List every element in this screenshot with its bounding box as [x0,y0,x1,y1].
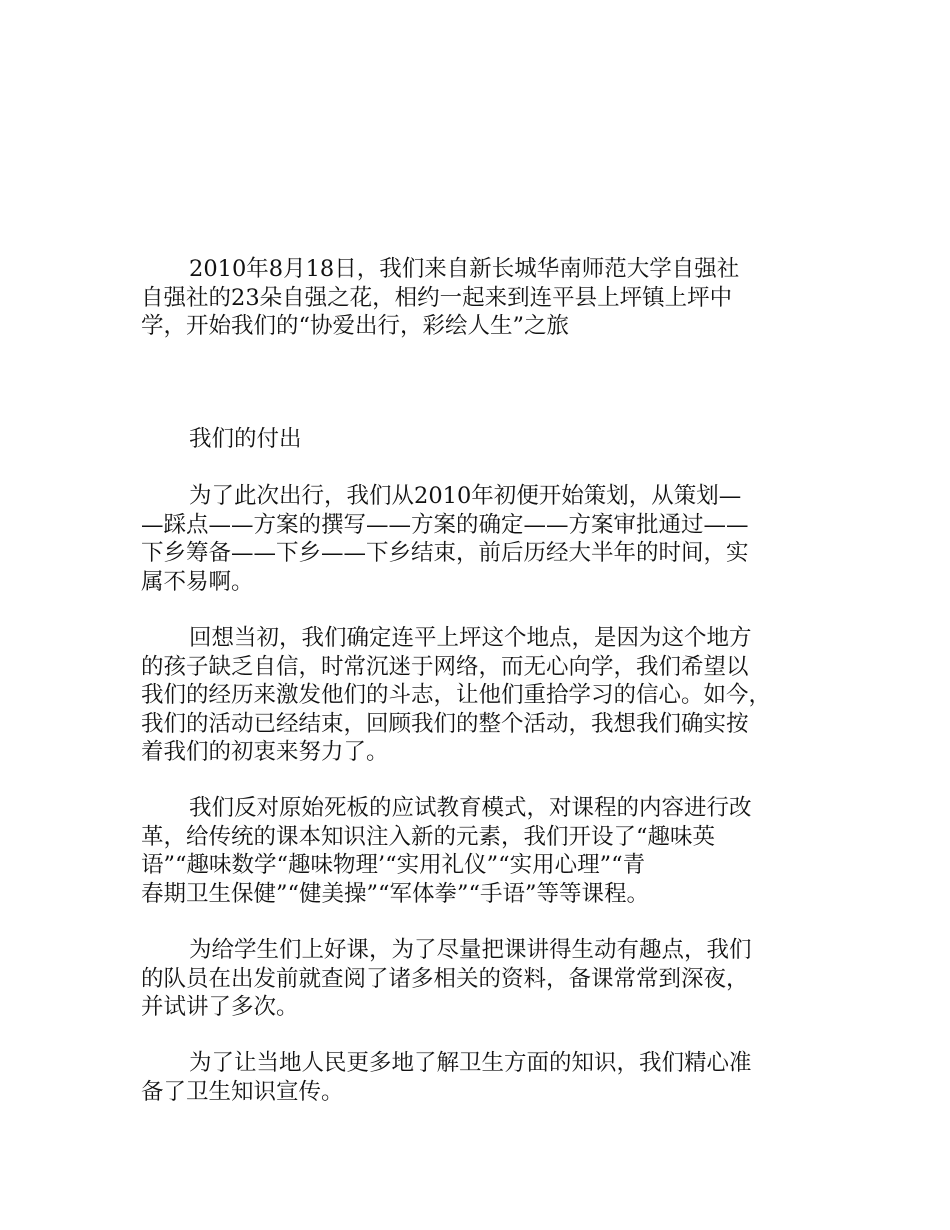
text-line: 下乡筹备——下乡——下乡结束，前后历经大半年的时间，实 [141,540,749,566]
text-line: 并试讲了多次。 [141,994,299,1020]
text-line: 我们的活动已经结束，回顾我们的整个活动，我想我们确实按 [141,710,749,737]
text-line: 的队员在出发前就查阅了诸多相关的资料，备课常常到深夜， [141,965,749,992]
paragraph-hygiene [141,1049,821,1106]
text-line: 学，开始我们的“协爱出行，彩绘人生”之旅 [141,313,570,339]
section-heading [141,425,821,454]
paragraph-planning [141,482,821,596]
text-line: 语”“趣味数学“趣味物理’“实用礼仪”“实用心理”“青 [141,852,646,878]
text-line: 为了让当地人民更多地了解卫生方面的知识，我们精心准 [189,1050,752,1076]
text-line: 为给学生们上好课，为了尽量把课讲得生动有趣点，我们 [189,937,752,963]
text-line: 2010年8月18日，我们来自新长城华南师范大学自强社 [189,256,740,282]
intro-paragraph [141,255,821,341]
text-line: 我们的经历来激发他们的斗志，让他们重拾学习的信心。如今， [141,682,772,708]
text-line: 革，给传统的课本知识注入新的元素，我们开设了“趣味英 [141,823,716,850]
text-line: 属不易啊。 [141,568,254,595]
text-line: 备了卫生知识宣传。 [141,1078,344,1105]
section-heading-text: 我们的付出 [189,426,302,452]
paragraph-curriculum [141,794,821,908]
text-line: 春期卫生保健”“健美操”“军体拳”“手语”等等课程。 [141,880,650,907]
text-line: 着我们的初衷来努力了。 [141,739,389,765]
text-line: 为了此次出行，我们从2010年初便开始策划，从策划— [189,483,742,509]
text-line: 我们反对原始死板的应试教育模式，对课程的内容进行改 [189,795,752,821]
text-line: 回想当初，我们确定连平上坪这个地点，是因为这个地方 [189,625,752,651]
text-line: 的孩子缺乏自信，时常沉迷于网络，而无心向学，我们希望以 [141,653,749,680]
text-line: —踩点——方案的撰写——方案的确定——方案审批通过—— [141,511,749,538]
paragraph-location-choice [141,624,821,767]
paragraph-preparation [141,936,821,1022]
text-line: 自强社的23朵自强之花，相约一起来到连平县上坪镇上坪中 [141,284,733,311]
